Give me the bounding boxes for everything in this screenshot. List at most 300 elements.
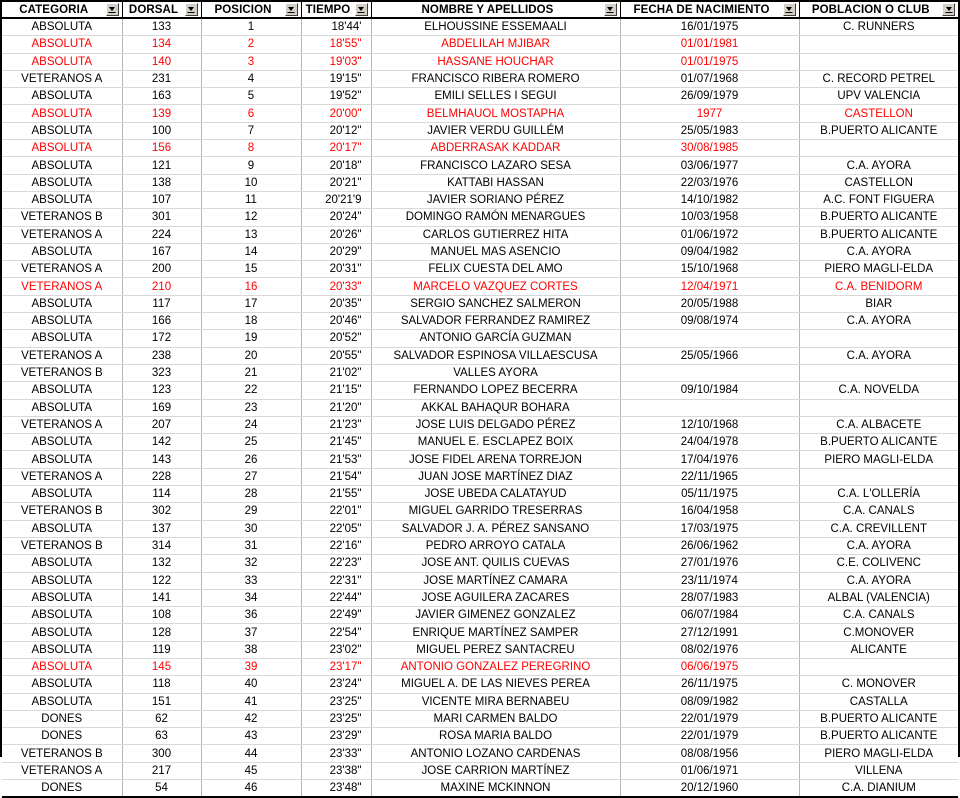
cell-fecha[interactable]: 01/06/1971: [620, 762, 799, 779]
cell-fecha[interactable]: 12/04/1971: [620, 278, 799, 295]
cell-fecha[interactable]: 22/01/1979: [620, 710, 799, 727]
cell-dorsal[interactable]: 54: [122, 780, 201, 798]
cell-club[interactable]: C.A. AYORA: [799, 243, 958, 260]
cell-fecha[interactable]: 28/07/1983: [620, 589, 799, 606]
cell-nombre[interactable]: ANTONIO LOZANO CARDENAS: [371, 745, 620, 762]
cell-categoria[interactable]: ABSOLUTA: [2, 434, 122, 451]
cell-dorsal[interactable]: 300: [122, 745, 201, 762]
cell-nombre[interactable]: ABDERRASAK KADDAR: [371, 140, 620, 157]
cell-posicion[interactable]: 27: [201, 468, 301, 485]
cell-nombre[interactable]: MARI CARMEN BALDO: [371, 710, 620, 727]
cell-posicion[interactable]: 23: [201, 399, 301, 416]
cell-club[interactable]: ALICANTE: [799, 641, 958, 658]
table-row[interactable]: [2, 416, 958, 433]
cell-club[interactable]: C.A. ALBACETE: [799, 416, 958, 433]
cell-tiempo[interactable]: 23'48": [301, 780, 371, 798]
cell-fecha[interactable]: 12/10/1968: [620, 416, 799, 433]
table-row[interactable]: [2, 191, 958, 208]
cell-nombre[interactable]: MARCELO VAZQUEZ CORTES: [371, 278, 620, 295]
cell-nombre[interactable]: ENRIQUE MARTÍNEZ SAMPER: [371, 624, 620, 641]
cell-dorsal[interactable]: 133: [122, 18, 201, 36]
table-row[interactable]: [2, 330, 958, 347]
cell-dorsal[interactable]: 108: [122, 607, 201, 624]
cell-tiempo[interactable]: 22'54": [301, 624, 371, 641]
cell-nombre[interactable]: ELHOUSSINE ESSEMAALI: [371, 18, 620, 36]
cell-tiempo[interactable]: 22'23": [301, 555, 371, 572]
cell-dorsal[interactable]: 137: [122, 520, 201, 537]
cell-categoria[interactable]: VETERANOS B: [2, 503, 122, 520]
cell-tiempo[interactable]: 19'15": [301, 70, 371, 87]
cell-nombre[interactable]: MANUEL MAS ASENCIO: [371, 243, 620, 260]
cell-nombre[interactable]: BELMHAUOL MOSTAPHA: [371, 105, 620, 122]
cell-dorsal[interactable]: 141: [122, 589, 201, 606]
cell-club[interactable]: C.A. AYORA: [799, 537, 958, 554]
table-row[interactable]: [2, 693, 958, 710]
cell-tiempo[interactable]: 22'49": [301, 607, 371, 624]
table-row[interactable]: [2, 382, 958, 399]
cell-club[interactable]: C. MONOVER: [799, 676, 958, 693]
cell-dorsal[interactable]: 207: [122, 416, 201, 433]
table-row[interactable]: [2, 278, 958, 295]
cell-nombre[interactable]: HASSANE HOUCHAR: [371, 53, 620, 70]
cell-nombre[interactable]: SALVADOR J. A. PÉREZ SANSANO: [371, 520, 620, 537]
table-row[interactable]: [2, 157, 958, 174]
cell-dorsal[interactable]: 114: [122, 486, 201, 503]
cell-dorsal[interactable]: 63: [122, 728, 201, 745]
filter-dropdown-icon-categoria[interactable]: [106, 3, 119, 16]
cell-dorsal[interactable]: 118: [122, 676, 201, 693]
table-row[interactable]: [2, 122, 958, 139]
cell-club[interactable]: C.A. NOVELDA: [799, 382, 958, 399]
cell-dorsal[interactable]: 139: [122, 105, 201, 122]
table-row[interactable]: [2, 174, 958, 191]
cell-nombre[interactable]: SALVADOR FERRANDEZ RAMIREZ: [371, 313, 620, 330]
cell-posicion[interactable]: 15: [201, 261, 301, 278]
cell-fecha[interactable]: 22/03/1976: [620, 174, 799, 191]
cell-dorsal[interactable]: 140: [122, 53, 201, 70]
cell-dorsal[interactable]: 122: [122, 572, 201, 589]
cell-dorsal[interactable]: 217: [122, 762, 201, 779]
cell-posicion[interactable]: 8: [201, 140, 301, 157]
cell-nombre[interactable]: VALLES AYORA: [371, 364, 620, 381]
cell-posicion[interactable]: 1: [201, 18, 301, 36]
cell-tiempo[interactable]: 18'55": [301, 36, 371, 53]
filter-dropdown-icon-club[interactable]: [942, 3, 955, 16]
table-row[interactable]: [2, 486, 958, 503]
cell-posicion[interactable]: 31: [201, 537, 301, 554]
cell-tiempo[interactable]: 23'17": [301, 658, 371, 675]
cell-categoria[interactable]: ABSOLUTA: [2, 140, 122, 157]
cell-fecha[interactable]: 20/05/1988: [620, 295, 799, 312]
cell-categoria[interactable]: DONES: [2, 710, 122, 727]
cell-categoria[interactable]: ABSOLUTA: [2, 105, 122, 122]
cell-dorsal[interactable]: 200: [122, 261, 201, 278]
table-row[interactable]: [2, 261, 958, 278]
cell-categoria[interactable]: ABSOLUTA: [2, 174, 122, 191]
filter-dropdown-icon-nombre[interactable]: [604, 3, 617, 16]
cell-categoria[interactable]: ABSOLUTA: [2, 555, 122, 572]
cell-categoria[interactable]: VETERANOS A: [2, 762, 122, 779]
cell-posicion[interactable]: 2: [201, 36, 301, 53]
cell-fecha[interactable]: 16/01/1975: [620, 18, 799, 36]
cell-fecha[interactable]: 17/04/1976: [620, 451, 799, 468]
cell-fecha[interactable]: [620, 399, 799, 416]
cell-tiempo[interactable]: 23'02": [301, 641, 371, 658]
cell-posicion[interactable]: 3: [201, 53, 301, 70]
table-row[interactable]: [2, 572, 958, 589]
cell-dorsal[interactable]: 143: [122, 451, 201, 468]
cell-nombre[interactable]: FERNANDO LOPEZ BECERRA: [371, 382, 620, 399]
table-row[interactable]: [2, 295, 958, 312]
table-row[interactable]: [2, 589, 958, 606]
table-row[interactable]: [2, 399, 958, 416]
cell-fecha[interactable]: 06/07/1984: [620, 607, 799, 624]
cell-fecha[interactable]: 10/03/1958: [620, 209, 799, 226]
table-row[interactable]: [2, 520, 958, 537]
cell-nombre[interactable]: ANTONIO GONZALEZ PEREGRINO: [371, 658, 620, 675]
filter-dropdown-icon-dorsal[interactable]: [185, 3, 198, 16]
cell-posicion[interactable]: 21: [201, 364, 301, 381]
cell-categoria[interactable]: VETERANOS B: [2, 745, 122, 762]
table-row[interactable]: [2, 555, 958, 572]
cell-fecha[interactable]: 08/09/1982: [620, 693, 799, 710]
cell-nombre[interactable]: CARLOS GUTIERREZ HITA: [371, 226, 620, 243]
cell-nombre[interactable]: EMILI SELLES I SEGUI: [371, 88, 620, 105]
cell-nombre[interactable]: JOSE LUIS DELGADO PÉREZ: [371, 416, 620, 433]
cell-posicion[interactable]: 16: [201, 278, 301, 295]
table-row[interactable]: [2, 105, 958, 122]
table-row[interactable]: [2, 745, 958, 762]
cell-posicion[interactable]: 36: [201, 607, 301, 624]
table-row[interactable]: [2, 209, 958, 226]
cell-tiempo[interactable]: 21'15": [301, 382, 371, 399]
filter-dropdown-icon-tiempo[interactable]: [355, 3, 368, 16]
cell-nombre[interactable]: JOSE FIDEL ARENA TORREJON: [371, 451, 620, 468]
cell-posicion[interactable]: 24: [201, 416, 301, 433]
cell-dorsal[interactable]: 156: [122, 140, 201, 157]
cell-dorsal[interactable]: 172: [122, 330, 201, 347]
cell-tiempo[interactable]: 22'01": [301, 503, 371, 520]
cell-categoria[interactable]: VETERANOS B: [2, 209, 122, 226]
cell-tiempo[interactable]: 20'21'9: [301, 191, 371, 208]
cell-posicion[interactable]: 30: [201, 520, 301, 537]
cell-categoria[interactable]: ABSOLUTA: [2, 589, 122, 606]
cell-fecha[interactable]: 25/05/1983: [620, 122, 799, 139]
cell-nombre[interactable]: JUAN JOSE MARTÍNEZ DIAZ: [371, 468, 620, 485]
cell-club[interactable]: ALBAL (VALENCIA): [799, 589, 958, 606]
cell-categoria[interactable]: ABSOLUTA: [2, 451, 122, 468]
cell-club[interactable]: C.E. COLIVENC: [799, 555, 958, 572]
cell-categoria[interactable]: ABSOLUTA: [2, 520, 122, 537]
cell-posicion[interactable]: 20: [201, 347, 301, 364]
cell-fecha[interactable]: 09/08/1974: [620, 313, 799, 330]
cell-nombre[interactable]: DOMINGO RAMÓN MENARGUES: [371, 209, 620, 226]
cell-tiempo[interactable]: 21'23": [301, 416, 371, 433]
cell-posicion[interactable]: 11: [201, 191, 301, 208]
cell-club[interactable]: C.MONOVER: [799, 624, 958, 641]
cell-nombre[interactable]: FRANCISCO LAZARO SESA: [371, 157, 620, 174]
cell-categoria[interactable]: ABSOLUTA: [2, 382, 122, 399]
cell-nombre[interactable]: PEDRO ARROYO CATALA: [371, 537, 620, 554]
cell-nombre[interactable]: MIGUEL PEREZ SANTACREU: [371, 641, 620, 658]
cell-dorsal[interactable]: 121: [122, 157, 201, 174]
cell-categoria[interactable]: ABSOLUTA: [2, 36, 122, 53]
cell-club[interactable]: C. RUNNERS: [799, 18, 958, 36]
cell-club[interactable]: PIERO MAGLI-ELDA: [799, 451, 958, 468]
cell-posicion[interactable]: 38: [201, 641, 301, 658]
cell-club[interactable]: B.PUERTO ALICANTE: [799, 710, 958, 727]
cell-tiempo[interactable]: 20'29": [301, 243, 371, 260]
cell-fecha[interactable]: 24/04/1978: [620, 434, 799, 451]
cell-posicion[interactable]: 42: [201, 710, 301, 727]
cell-fecha[interactable]: 05/11/1975: [620, 486, 799, 503]
cell-club[interactable]: B.PUERTO ALICANTE: [799, 728, 958, 745]
cell-dorsal[interactable]: 228: [122, 468, 201, 485]
table-row[interactable]: [2, 88, 958, 105]
cell-tiempo[interactable]: 22'44": [301, 589, 371, 606]
cell-fecha[interactable]: 20/12/1960: [620, 780, 799, 798]
cell-fecha[interactable]: 17/03/1975: [620, 520, 799, 537]
cell-dorsal[interactable]: 117: [122, 295, 201, 312]
cell-categoria[interactable]: DONES: [2, 780, 122, 798]
cell-club[interactable]: [799, 36, 958, 53]
cell-tiempo[interactable]: 20'00": [301, 105, 371, 122]
cell-posicion[interactable]: 25: [201, 434, 301, 451]
table-row[interactable]: [2, 364, 958, 381]
cell-tiempo[interactable]: 23'25": [301, 693, 371, 710]
cell-fecha[interactable]: 30/08/1985: [620, 140, 799, 157]
cell-nombre[interactable]: JOSE MARTÍNEZ CAMARA: [371, 572, 620, 589]
cell-categoria[interactable]: ABSOLUTA: [2, 676, 122, 693]
cell-posicion[interactable]: 43: [201, 728, 301, 745]
cell-categoria[interactable]: VETERANOS A: [2, 278, 122, 295]
cell-nombre[interactable]: AKKAL BAHAQUR BOHARA: [371, 399, 620, 416]
cell-tiempo[interactable]: 23'38": [301, 762, 371, 779]
cell-fecha[interactable]: 01/01/1981: [620, 36, 799, 53]
cell-fecha[interactable]: 27/12/1991: [620, 624, 799, 641]
table-row[interactable]: [2, 607, 958, 624]
cell-categoria[interactable]: ABSOLUTA: [2, 157, 122, 174]
cell-fecha[interactable]: 23/11/1974: [620, 572, 799, 589]
cell-tiempo[interactable]: 18'44': [301, 18, 371, 36]
cell-fecha[interactable]: 15/10/1968: [620, 261, 799, 278]
cell-fecha[interactable]: 22/01/1979: [620, 728, 799, 745]
cell-posicion[interactable]: 19: [201, 330, 301, 347]
cell-tiempo[interactable]: 22'05": [301, 520, 371, 537]
cell-dorsal[interactable]: 224: [122, 226, 201, 243]
cell-categoria[interactable]: VETERANOS A: [2, 261, 122, 278]
cell-posicion[interactable]: 22: [201, 382, 301, 399]
cell-nombre[interactable]: JOSE UBEDA CALATAYUD: [371, 486, 620, 503]
cell-posicion[interactable]: 28: [201, 486, 301, 503]
table-row[interactable]: [2, 537, 958, 554]
cell-categoria[interactable]: ABSOLUTA: [2, 658, 122, 675]
cell-tiempo[interactable]: 20'26": [301, 226, 371, 243]
cell-tiempo[interactable]: 20'21": [301, 174, 371, 191]
cell-dorsal[interactable]: 138: [122, 174, 201, 191]
cell-nombre[interactable]: MAXINE MCKINNON: [371, 780, 620, 798]
cell-club[interactable]: [799, 364, 958, 381]
cell-club[interactable]: C.A. CREVILLENT: [799, 520, 958, 537]
cell-categoria[interactable]: ABSOLUTA: [2, 641, 122, 658]
cell-tiempo[interactable]: 21'53": [301, 451, 371, 468]
cell-club[interactable]: CASTELLON: [799, 174, 958, 191]
cell-dorsal[interactable]: 166: [122, 313, 201, 330]
cell-posicion[interactable]: 7: [201, 122, 301, 139]
cell-dorsal[interactable]: 107: [122, 191, 201, 208]
cell-categoria[interactable]: ABSOLUTA: [2, 191, 122, 208]
cell-tiempo[interactable]: 21'54": [301, 468, 371, 485]
cell-fecha[interactable]: 27/01/1976: [620, 555, 799, 572]
cell-club[interactable]: C.A. CANALS: [799, 607, 958, 624]
cell-categoria[interactable]: ABSOLUTA: [2, 607, 122, 624]
cell-categoria[interactable]: VETERANOS B: [2, 364, 122, 381]
cell-tiempo[interactable]: 23'25": [301, 710, 371, 727]
cell-posicion[interactable]: 44: [201, 745, 301, 762]
cell-posicion[interactable]: 37: [201, 624, 301, 641]
cell-posicion[interactable]: 10: [201, 174, 301, 191]
cell-dorsal[interactable]: 163: [122, 88, 201, 105]
cell-dorsal[interactable]: 169: [122, 399, 201, 416]
cell-nombre[interactable]: MIGUEL A. DE LAS NIEVES PEREA: [371, 676, 620, 693]
cell-tiempo[interactable]: 23'24": [301, 676, 371, 693]
cell-nombre[interactable]: ROSA MARIA BALDO: [371, 728, 620, 745]
cell-posicion[interactable]: 9: [201, 157, 301, 174]
cell-fecha[interactable]: 08/02/1976: [620, 641, 799, 658]
cell-club[interactable]: C.A. AYORA: [799, 347, 958, 364]
cell-posicion[interactable]: 26: [201, 451, 301, 468]
cell-nombre[interactable]: JAVIER GIMENEZ GONZALEZ: [371, 607, 620, 624]
cell-dorsal[interactable]: 167: [122, 243, 201, 260]
cell-club[interactable]: PIERO MAGLI-ELDA: [799, 745, 958, 762]
cell-posicion[interactable]: 29: [201, 503, 301, 520]
cell-tiempo[interactable]: 19'03": [301, 53, 371, 70]
table-row[interactable]: [2, 36, 958, 53]
cell-fecha[interactable]: 16/04/1958: [620, 503, 799, 520]
cell-tiempo[interactable]: 21'02": [301, 364, 371, 381]
cell-posicion[interactable]: 18: [201, 313, 301, 330]
cell-tiempo[interactable]: 22'31": [301, 572, 371, 589]
cell-categoria[interactable]: ABSOLUTA: [2, 330, 122, 347]
table-row[interactable]: [2, 503, 958, 520]
cell-posicion[interactable]: 46: [201, 780, 301, 798]
cell-fecha[interactable]: 06/06/1975: [620, 658, 799, 675]
cell-categoria[interactable]: ABSOLUTA: [2, 122, 122, 139]
cell-tiempo[interactable]: 21'20": [301, 399, 371, 416]
cell-nombre[interactable]: JAVIER SORIANO PÉREZ: [371, 191, 620, 208]
cell-fecha[interactable]: [620, 364, 799, 381]
cell-tiempo[interactable]: 21'45": [301, 434, 371, 451]
table-row[interactable]: [2, 451, 958, 468]
cell-tiempo[interactable]: 20'24": [301, 209, 371, 226]
cell-tiempo[interactable]: 20'18": [301, 157, 371, 174]
cell-club[interactable]: B.PUERTO ALICANTE: [799, 434, 958, 451]
cell-categoria[interactable]: ABSOLUTA: [2, 313, 122, 330]
table-row[interactable]: [2, 18, 958, 36]
table-row[interactable]: [2, 641, 958, 658]
cell-tiempo[interactable]: 22'16": [301, 537, 371, 554]
cell-nombre[interactable]: SALVADOR ESPINOSA VILLAESCUSA: [371, 347, 620, 364]
cell-dorsal[interactable]: 302: [122, 503, 201, 520]
cell-dorsal[interactable]: 123: [122, 382, 201, 399]
cell-tiempo[interactable]: 20'52": [301, 330, 371, 347]
filter-dropdown-icon-posicion[interactable]: [285, 3, 298, 16]
cell-club[interactable]: PIERO MAGLI-ELDA: [799, 261, 958, 278]
table-row[interactable]: [2, 434, 958, 451]
cell-nombre[interactable]: KATTABI HASSAN: [371, 174, 620, 191]
cell-posicion[interactable]: 34: [201, 589, 301, 606]
cell-tiempo[interactable]: 20'35": [301, 295, 371, 312]
cell-categoria[interactable]: VETERANOS A: [2, 226, 122, 243]
cell-club[interactable]: C.A. AYORA: [799, 572, 958, 589]
cell-club[interactable]: C.A. CANALS: [799, 503, 958, 520]
cell-posicion[interactable]: 40: [201, 676, 301, 693]
table-row[interactable]: [2, 313, 958, 330]
cell-categoria[interactable]: VETERANOS A: [2, 416, 122, 433]
cell-posicion[interactable]: 45: [201, 762, 301, 779]
cell-dorsal[interactable]: 323: [122, 364, 201, 381]
cell-club[interactable]: [799, 658, 958, 675]
cell-dorsal[interactable]: 301: [122, 209, 201, 226]
cell-dorsal[interactable]: 231: [122, 70, 201, 87]
cell-fecha[interactable]: 08/08/1956: [620, 745, 799, 762]
table-row[interactable]: [2, 468, 958, 485]
table-row[interactable]: [2, 658, 958, 675]
cell-tiempo[interactable]: 20'31": [301, 261, 371, 278]
cell-tiempo[interactable]: 20'12": [301, 122, 371, 139]
cell-club[interactable]: VILLENA: [799, 762, 958, 779]
cell-club[interactable]: C.A. AYORA: [799, 313, 958, 330]
cell-club[interactable]: [799, 399, 958, 416]
table-row[interactable]: [2, 53, 958, 70]
cell-posicion[interactable]: 41: [201, 693, 301, 710]
table-row[interactable]: [2, 347, 958, 364]
cell-fecha[interactable]: 01/06/1972: [620, 226, 799, 243]
cell-nombre[interactable]: JOSE AGUILERA ZACARES: [371, 589, 620, 606]
cell-fecha[interactable]: 26/06/1962: [620, 537, 799, 554]
cell-fecha[interactable]: 09/04/1982: [620, 243, 799, 260]
cell-nombre[interactable]: SERGIO SANCHEZ SALMERON: [371, 295, 620, 312]
cell-club[interactable]: C.A. AYORA: [799, 157, 958, 174]
cell-club[interactable]: C.A. BENIDORM: [799, 278, 958, 295]
cell-nombre[interactable]: FELIX CUESTA DEL AMO: [371, 261, 620, 278]
cell-club[interactable]: B.PUERTO ALICANTE: [799, 209, 958, 226]
cell-fecha[interactable]: 1977: [620, 105, 799, 122]
cell-nombre[interactable]: ABDELILAH MJIBAR: [371, 36, 620, 53]
cell-tiempo[interactable]: 23'29": [301, 728, 371, 745]
cell-club[interactable]: C.A. DIANIUM: [799, 780, 958, 798]
cell-club[interactable]: B.PUERTO ALICANTE: [799, 122, 958, 139]
cell-nombre[interactable]: VICENTE MIRA BERNABEU: [371, 693, 620, 710]
table-row[interactable]: [2, 728, 958, 745]
cell-club[interactable]: B.PUERTO ALICANTE: [799, 226, 958, 243]
cell-posicion[interactable]: 33: [201, 572, 301, 589]
cell-dorsal[interactable]: 128: [122, 624, 201, 641]
cell-fecha[interactable]: 14/10/1982: [620, 191, 799, 208]
cell-club[interactable]: [799, 140, 958, 157]
table-row[interactable]: [2, 780, 958, 798]
cell-categoria[interactable]: ABSOLUTA: [2, 693, 122, 710]
cell-club[interactable]: UPV VALENCIA: [799, 88, 958, 105]
cell-dorsal[interactable]: 119: [122, 641, 201, 658]
cell-tiempo[interactable]: 21'55": [301, 486, 371, 503]
table-row[interactable]: [2, 624, 958, 641]
cell-categoria[interactable]: VETERANOS A: [2, 468, 122, 485]
cell-tiempo[interactable]: 23'33": [301, 745, 371, 762]
cell-fecha[interactable]: 22/11/1965: [620, 468, 799, 485]
cell-club[interactable]: BIAR: [799, 295, 958, 312]
cell-club[interactable]: CASTELLON: [799, 105, 958, 122]
